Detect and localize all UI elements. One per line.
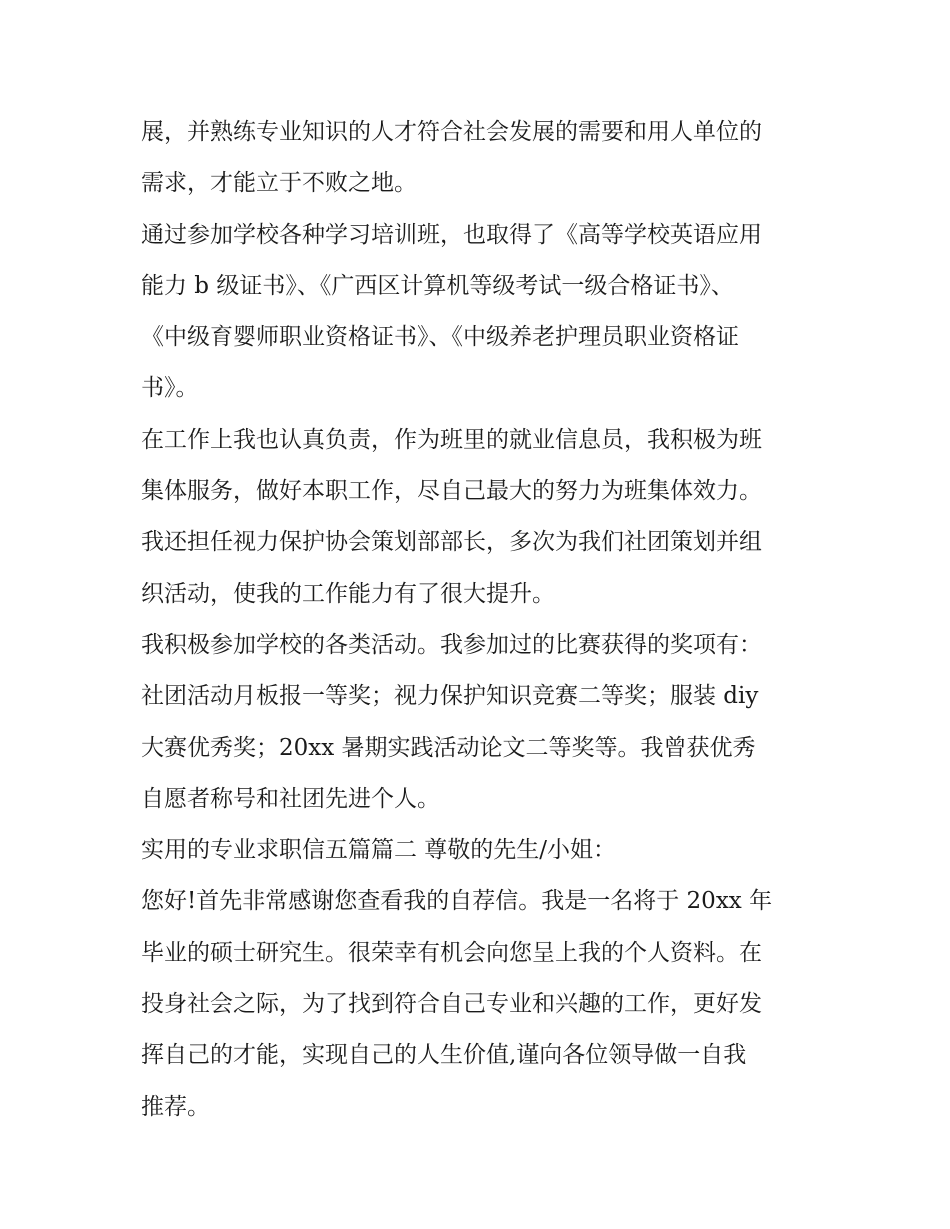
text-line: 我还担任视力保护协会策划部部长，多次为我们社团策划并组 bbox=[141, 529, 762, 556]
text-line: 需求，才能立于不败之地。 bbox=[141, 170, 417, 197]
text-line: 在工作上我也认真负责，作为班里的就业信息员，我积极为班 bbox=[141, 426, 762, 453]
text-line: 投身社会之际，为了找到符合自己专业和兴趣的工作，更好发 bbox=[141, 991, 762, 1018]
text-line: 通过参加学校各种学习培训班，也取得了《高等学校英语应用 bbox=[141, 221, 762, 248]
text-line: 大赛优秀奖；20xx 暑期实践活动论文二等奖等。我曾获优秀 bbox=[141, 734, 756, 761]
text-line: 推荐。 bbox=[141, 1093, 210, 1120]
section-heading: 实用的专业求职信五篇篇二 尊敬的先生/小姐： bbox=[141, 837, 617, 864]
text-line: 您好!首先非常感谢您查看我的自荐信。我是一名将于 20xx 年 bbox=[141, 888, 773, 915]
text-line: 《中级育婴师职业资格证书》、《中级养老护理员职业资格证 bbox=[141, 324, 739, 351]
document-body bbox=[141, 107, 821, 1133]
text-line: 自愿者称号和社团先进个人。 bbox=[141, 785, 440, 812]
text-line: 书》。 bbox=[141, 375, 199, 402]
text-line: 能力 b 级证书》、《广西区计算机等级考试一级合格证书》、 bbox=[141, 272, 734, 299]
text-line: 织活动，使我的工作能力有了很大提升。 bbox=[141, 580, 555, 607]
text-line: 集体服务，做好本职工作，尽自己最大的努力为班集体效力。 bbox=[141, 478, 762, 505]
text-line: 我积极参加学校的各类活动。我参加过的比赛获得的奖项有： bbox=[141, 631, 762, 658]
text-line: 毕业的硕士研究生。很荣幸有机会向您呈上我的个人资料。在 bbox=[141, 939, 762, 966]
text-line: 社团活动月板报一等奖；视力保护知识竞赛二等奖；服装 diy bbox=[141, 683, 759, 710]
text-line: 展，并熟练专业知识的人才符合社会发展的需要和用人单位的 bbox=[141, 119, 762, 145]
text-line: 挥自己的才能，实现自己的人生价值,谨向各位领导做一自我 bbox=[141, 1042, 747, 1069]
